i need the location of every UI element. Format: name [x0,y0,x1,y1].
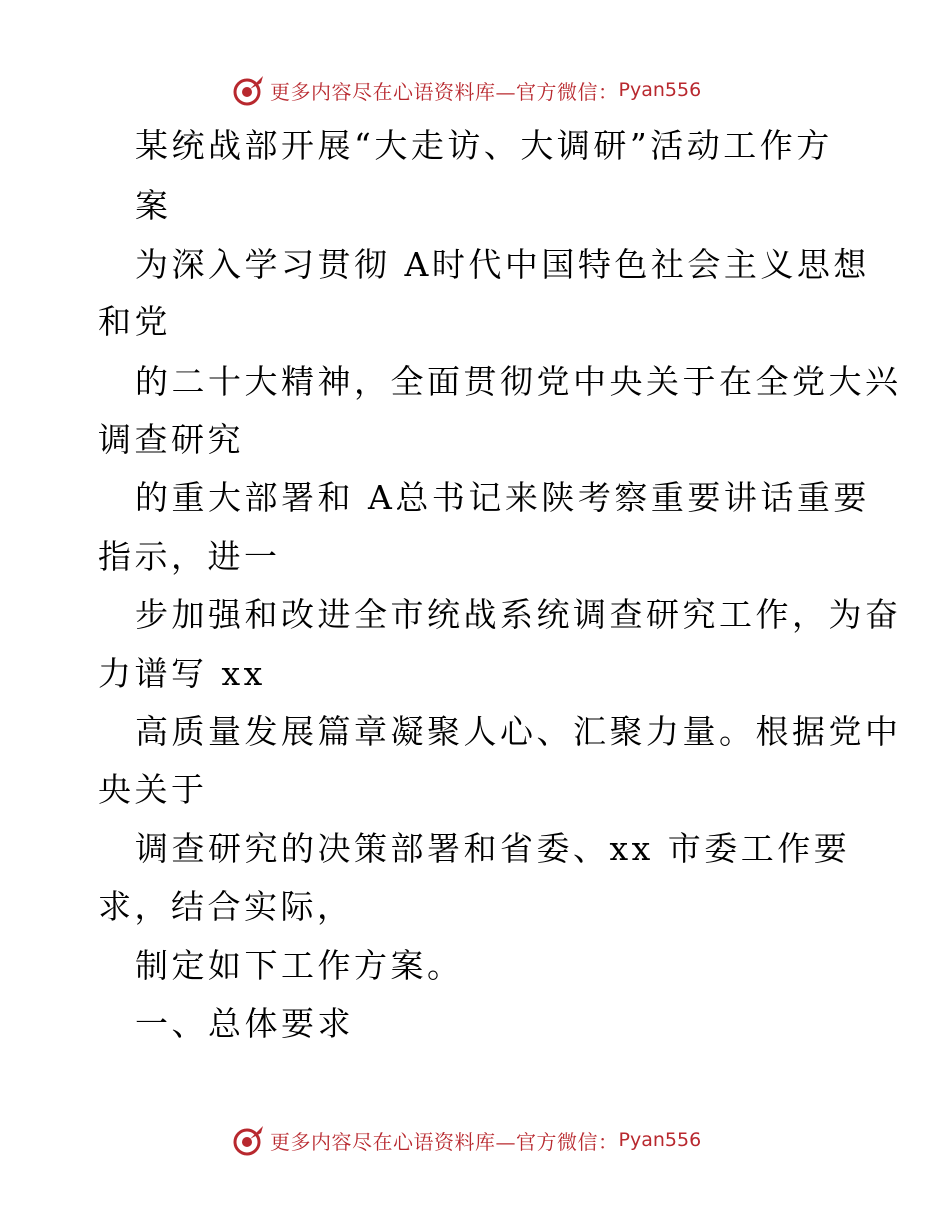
watermark-text: 更多内容尽在心语资料库—官方微信： [270,79,619,104]
body-line: 调查研究 [98,420,244,459]
body-line: 步加强和改进全市统战系统调查研究工作，为奋 [135,595,902,634]
body-line: 指示，进一 [98,537,281,576]
body-line: 求，结合实际， [98,887,354,926]
body-line: 高质量发展篇章凝聚人心、汇聚力量。根据党中 [135,712,902,751]
body-line: 和党 [98,302,171,341]
watermark-handle: Pyan556 [618,1129,702,1151]
body-line: 的二十大精神，全面贯彻党中央关于在全党大兴 [135,362,902,401]
doc-title-line-1: 某统战部开展“大走访、大调研”活动工作方 [135,126,833,165]
watermark-text: 更多内容尽在心语资料库—官方微信： [270,1129,619,1154]
body-line: 央关于 [98,770,208,809]
section-heading: 一、总体要求 [135,1004,354,1043]
quill-logo-icon [232,1123,266,1157]
body-line: 调查研究的决策部署和省委、xx 市委工作要 [135,829,851,868]
body-line: 力谱写 xx [98,654,266,693]
quill-logo-icon [232,73,266,107]
body-line: 制定如下工作方案。 [135,946,464,985]
watermark-banner-bottom [232,1120,701,1160]
watermark-handle: Pyan556 [618,79,702,101]
doc-title-line-2: 案 [135,186,172,225]
body-line: 为深入学习贯彻 A时代中国特色社会主义思想 [135,245,870,284]
body-line: 的重大部署和 A总书记来陕考察重要讲话重要 [135,478,870,517]
watermark-banner-top [232,70,701,110]
